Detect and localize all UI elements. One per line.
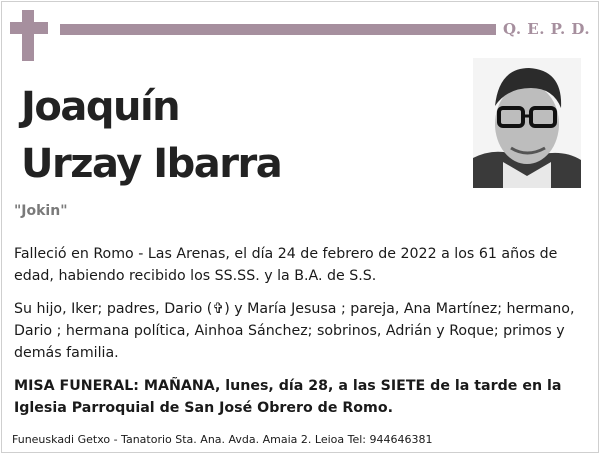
nickname: "Jokin" [14, 203, 68, 219]
qepd-badge: Q. E. P. D. [503, 20, 591, 38]
deceased-first-name: Joaquín [21, 84, 180, 130]
deceased-last-name: Urzay Ibarra [21, 141, 282, 187]
deceased-photo [473, 58, 581, 188]
funeral-home-info: Funeuskadi Getxo - Tanatorio Sta. Ana. Avda. Amaia 2. Leioa Tel: 944646381 [12, 433, 433, 446]
header-bar [60, 24, 496, 35]
cross-icon-vertical [22, 10, 34, 61]
funeral-info: MISA FUNERAL: MAÑANA, lunes, día 28, a las SIETE de la tarde en la Iglesia Parroquial de San José Obrero de Romo. [14, 378, 562, 416]
death-notice: Falleció en Romo - Las Arenas, el día 24 de febrero de 2022 a los 61 años de edad, habiendo recibido los SS.SS. y la B.A. de S.S. [14, 246, 558, 284]
family-list: Su hijo, Iker; padres, Dario (✞) y María Jesusa ; pareja, Ana Martínez; hermano, Dario ; hermana política, Ainhoa Sánchez; sobrinos, Adrián y Roque; primos y demás familia. [14, 301, 575, 361]
cross-icon-horizontal [10, 22, 48, 34]
